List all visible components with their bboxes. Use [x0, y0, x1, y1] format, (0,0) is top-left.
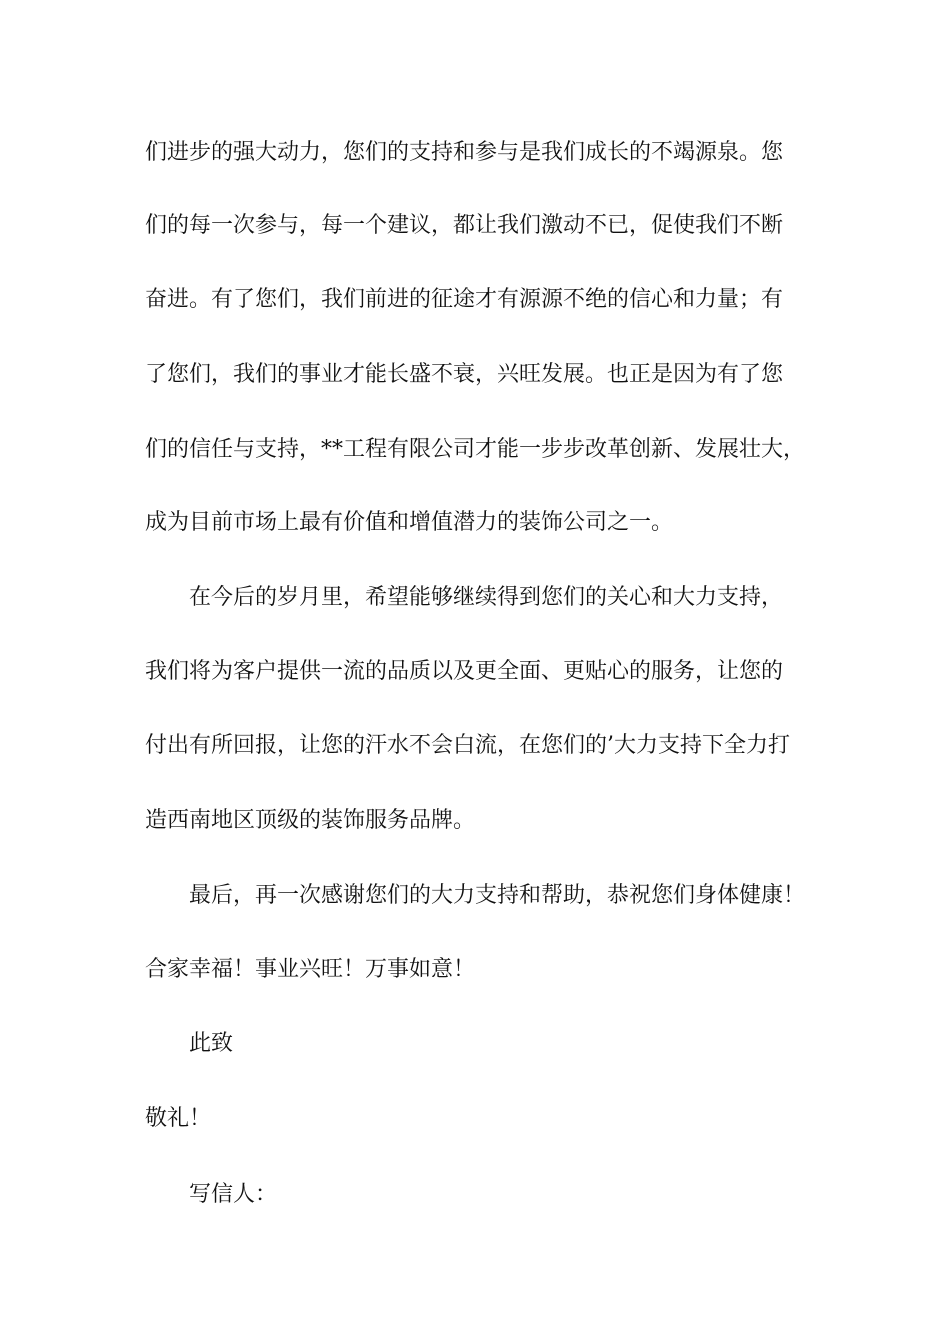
text-line: 付出有所回报，让您的汗水不会白流，在您们的’大力支持下全力打	[145, 733, 790, 758]
text-line: 了您们，我们的事业才能长盛不衰，兴旺发展。也正是因为有了您	[145, 362, 784, 387]
text-line: 造西南地区顶级的装饰服务品牌。	[145, 808, 476, 833]
salutation: 敬礼！	[145, 1106, 212, 1131]
paragraph-first-line: 最后，再一次感谢您们的大力支持和帮助，恭祝您们身体健康！	[189, 883, 806, 908]
text-line: 们进步的强大动力，您们的支持和参与是我们成长的不竭源泉。您	[145, 140, 784, 165]
text-line: 们的每一次参与，每一个建议，都让我们激动不已，促使我们不断	[145, 213, 784, 238]
text-line: 合家幸福！事业兴旺！万事如意！	[145, 957, 476, 982]
text-line: 们的信任与支持，**工程有限公司才能一步步改革创新、发展壮大，	[145, 437, 806, 462]
signature-label: 写信人：	[189, 1182, 278, 1207]
closing-phrase: 此致	[189, 1031, 234, 1056]
text-line: 奋进。有了您们，我们前进的征途才有源源不绝的信心和力量；有	[145, 287, 784, 312]
text-line: 成为目前市场上最有价值和增值潜力的装饰公司之一。	[145, 510, 674, 535]
paragraph-first-line: 在今后的岁月里，希望能够继续得到您们的关心和大力支持，	[189, 585, 784, 610]
text-line: 我们将为客户提供一流的品质以及更全面、更贴心的服务，让您的	[145, 659, 784, 684]
